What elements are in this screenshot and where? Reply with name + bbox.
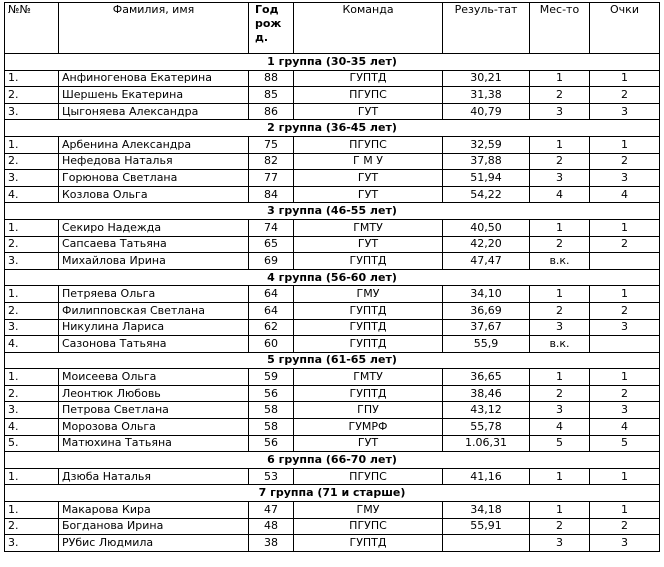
- cell-name: Филипповская Светлана: [59, 302, 249, 319]
- cell-place: 2: [530, 518, 590, 535]
- cell-place: 3: [530, 103, 590, 120]
- cell-result: 38,46: [443, 385, 530, 402]
- cell-team: Г М У: [294, 153, 443, 170]
- cell-num: 2.: [5, 153, 59, 170]
- cell-points: 5: [590, 435, 660, 452]
- cell-num: 1.: [5, 369, 59, 386]
- cell-place: 1: [530, 468, 590, 485]
- table-row: [5, 236, 660, 253]
- cell-team: ГМТУ: [294, 369, 443, 386]
- cell-place: 4: [530, 186, 590, 203]
- table-row: [5, 468, 660, 485]
- cell-year: 69: [249, 253, 294, 270]
- cell-team: ПГУПС: [294, 136, 443, 153]
- cell-points: 3: [590, 170, 660, 187]
- cell-place: 1: [530, 136, 590, 153]
- cell-points: 2: [590, 153, 660, 170]
- table-row: [5, 302, 660, 319]
- cell-year: 74: [249, 219, 294, 236]
- cell-place: 2: [530, 302, 590, 319]
- cell-name: Секиро Надежда: [59, 219, 249, 236]
- cell-team: ГУТ: [294, 435, 443, 452]
- cell-result: 36,69: [443, 302, 530, 319]
- cell-team: ГУМРФ: [294, 419, 443, 436]
- cell-result: 42,20: [443, 236, 530, 253]
- table-row: [5, 153, 660, 170]
- cell-points: 2: [590, 236, 660, 253]
- cell-result: 34,18: [443, 502, 530, 519]
- cell-place: 2: [530, 385, 590, 402]
- cell-points: 3: [590, 103, 660, 120]
- cell-points: 4: [590, 419, 660, 436]
- header-team: Команда: [294, 3, 443, 54]
- cell-points: 1: [590, 136, 660, 153]
- cell-year: 86: [249, 103, 294, 120]
- cell-num: 2.: [5, 236, 59, 253]
- cell-num: 1.: [5, 468, 59, 485]
- cell-num: 1.: [5, 286, 59, 303]
- cell-place: 2: [530, 87, 590, 104]
- cell-result: 41,16: [443, 468, 530, 485]
- cell-num: 3.: [5, 535, 59, 552]
- cell-place: 3: [530, 170, 590, 187]
- table-row: [5, 502, 660, 519]
- cell-num: 2.: [5, 87, 59, 104]
- cell-num: 4.: [5, 336, 59, 353]
- group-header-row: [5, 352, 660, 369]
- cell-year: 56: [249, 385, 294, 402]
- cell-place: 3: [530, 535, 590, 552]
- cell-num: 4.: [5, 419, 59, 436]
- cell-team: ПГУПС: [294, 468, 443, 485]
- cell-name: Петрова Светлана: [59, 402, 249, 419]
- cell-year: 53: [249, 468, 294, 485]
- cell-result: 54,22: [443, 186, 530, 203]
- cell-place: 2: [530, 153, 590, 170]
- cell-points: 2: [590, 385, 660, 402]
- cell-team: ГУПТД: [294, 70, 443, 87]
- cell-name: Сазонова Татьяна: [59, 336, 249, 353]
- cell-num: 3.: [5, 170, 59, 187]
- cell-team: ГУТ: [294, 236, 443, 253]
- cell-result: 34,10: [443, 286, 530, 303]
- cell-place: 1: [530, 70, 590, 87]
- cell-result: [443, 535, 530, 552]
- cell-team: ГУПТД: [294, 336, 443, 353]
- cell-place: 1: [530, 286, 590, 303]
- cell-team: ГУПТД: [294, 385, 443, 402]
- cell-team: ГМТУ: [294, 219, 443, 236]
- cell-year: 77: [249, 170, 294, 187]
- table-row: [5, 253, 660, 270]
- cell-points: 1: [590, 286, 660, 303]
- table-header: [5, 3, 660, 54]
- table-row: [5, 402, 660, 419]
- group-title: 7 группа (71 и старше): [5, 485, 660, 502]
- cell-place: 3: [530, 402, 590, 419]
- cell-points: 2: [590, 302, 660, 319]
- table-row: [5, 336, 660, 353]
- cell-year: 58: [249, 402, 294, 419]
- cell-points: 1: [590, 502, 660, 519]
- header-num: №№: [5, 3, 59, 54]
- table-row: [5, 103, 660, 120]
- table-row: [5, 535, 660, 552]
- cell-result: 55,78: [443, 419, 530, 436]
- cell-points: 1: [590, 70, 660, 87]
- cell-points: 3: [590, 319, 660, 336]
- group-header-row: [5, 269, 660, 286]
- cell-year: 62: [249, 319, 294, 336]
- cell-year: 47: [249, 502, 294, 519]
- group-title: 2 группа (36-45 лет): [5, 120, 660, 137]
- group-header-row: [5, 452, 660, 469]
- cell-result: 55,9: [443, 336, 530, 353]
- cell-points: [590, 253, 660, 270]
- cell-name: Цыгоняева Александра: [59, 103, 249, 120]
- cell-num: 4.: [5, 186, 59, 203]
- cell-points: [590, 336, 660, 353]
- cell-name: Моисеева Ольга: [59, 369, 249, 386]
- group-title: 4 группа (56-60 лет): [5, 269, 660, 286]
- cell-place: 1: [530, 502, 590, 519]
- cell-year: 85: [249, 87, 294, 104]
- cell-year: 82: [249, 153, 294, 170]
- cell-year: 48: [249, 518, 294, 535]
- table-row: [5, 286, 660, 303]
- group-title: 6 группа (66-70 лет): [5, 452, 660, 469]
- cell-team: ПГУПС: [294, 87, 443, 104]
- cell-name: Арбенина Александра: [59, 136, 249, 153]
- cell-name: Леонтюк Любовь: [59, 385, 249, 402]
- cell-points: 1: [590, 219, 660, 236]
- cell-num: 5.: [5, 435, 59, 452]
- cell-team: ГУТ: [294, 186, 443, 203]
- cell-name: Нефедова Наталья: [59, 153, 249, 170]
- cell-year: 38: [249, 535, 294, 552]
- cell-result: 40,79: [443, 103, 530, 120]
- cell-points: 4: [590, 186, 660, 203]
- cell-points: 3: [590, 535, 660, 552]
- cell-num: 3.: [5, 103, 59, 120]
- cell-num: 3.: [5, 253, 59, 270]
- header-name: Фамилия, имя: [59, 3, 249, 54]
- cell-year: 60: [249, 336, 294, 353]
- cell-name: Шершень Екатерина: [59, 87, 249, 104]
- header-result: Резуль-тат: [443, 3, 530, 54]
- cell-place: 1: [530, 219, 590, 236]
- cell-team: ГУПТД: [294, 302, 443, 319]
- cell-name: Никулина Лариса: [59, 319, 249, 336]
- group-title: 3 группа (46-55 лет): [5, 203, 660, 220]
- cell-team: ГУПТД: [294, 319, 443, 336]
- cell-year: 65: [249, 236, 294, 253]
- header-place: Мес-то: [530, 3, 590, 54]
- table-row: [5, 518, 660, 535]
- cell-team: ГУТ: [294, 103, 443, 120]
- cell-year: 59: [249, 369, 294, 386]
- cell-place: 2: [530, 236, 590, 253]
- cell-result: 40,50: [443, 219, 530, 236]
- table-row: [5, 219, 660, 236]
- cell-place: в.к.: [530, 336, 590, 353]
- cell-num: 1.: [5, 136, 59, 153]
- cell-points: 2: [590, 87, 660, 104]
- cell-place: 4: [530, 419, 590, 436]
- cell-name: Козлова Ольга: [59, 186, 249, 203]
- cell-result: 32,59: [443, 136, 530, 153]
- cell-place: 5: [530, 435, 590, 452]
- cell-team: ГУПТД: [294, 253, 443, 270]
- cell-num: 1.: [5, 502, 59, 519]
- cell-name: Дзюба Наталья: [59, 468, 249, 485]
- cell-num: 1.: [5, 219, 59, 236]
- cell-name: Макарова Кира: [59, 502, 249, 519]
- table-row: [5, 170, 660, 187]
- cell-points: 1: [590, 369, 660, 386]
- cell-team: ГМУ: [294, 286, 443, 303]
- cell-name: Анфиногенова Екатерина: [59, 70, 249, 87]
- cell-team: ГМУ: [294, 502, 443, 519]
- cell-year: 64: [249, 302, 294, 319]
- cell-name: Матюхина Татьяна: [59, 435, 249, 452]
- table-body: [5, 54, 660, 552]
- group-header-row: [5, 203, 660, 220]
- cell-team: ГУПТД: [294, 535, 443, 552]
- header-year: Год рож д.: [249, 3, 294, 54]
- cell-year: 64: [249, 286, 294, 303]
- cell-name: Горюнова Светлана: [59, 170, 249, 187]
- header-row: [5, 3, 660, 54]
- cell-place: 1: [530, 369, 590, 386]
- cell-points: 3: [590, 402, 660, 419]
- cell-num: 2.: [5, 302, 59, 319]
- table-row: [5, 435, 660, 452]
- table-row: [5, 385, 660, 402]
- cell-result: 30,21: [443, 70, 530, 87]
- cell-name: Михайлова Ирина: [59, 253, 249, 270]
- table-row: [5, 136, 660, 153]
- group-title: 1 группа (30-35 лет): [5, 54, 660, 71]
- cell-name: Сапсаева Татьяна: [59, 236, 249, 253]
- table-row: [5, 369, 660, 386]
- cell-num: 2.: [5, 518, 59, 535]
- cell-year: 88: [249, 70, 294, 87]
- cell-result: 1.06,31: [443, 435, 530, 452]
- cell-name: РУбис Людмила: [59, 535, 249, 552]
- group-title: 5 группа (61-65 лет): [5, 352, 660, 369]
- cell-team: ПГУПС: [294, 518, 443, 535]
- cell-result: 51,94: [443, 170, 530, 187]
- table-row: [5, 419, 660, 436]
- cell-name: Морозова Ольга: [59, 419, 249, 436]
- cell-result: 31,38: [443, 87, 530, 104]
- cell-points: 1: [590, 468, 660, 485]
- header-points: Очки: [590, 3, 660, 54]
- table-row: [5, 70, 660, 87]
- cell-year: 84: [249, 186, 294, 203]
- cell-num: 3.: [5, 319, 59, 336]
- cell-year: 75: [249, 136, 294, 153]
- cell-team: ГУТ: [294, 170, 443, 187]
- cell-team: ГПУ: [294, 402, 443, 419]
- cell-result: 36,65: [443, 369, 530, 386]
- cell-result: 47,47: [443, 253, 530, 270]
- cell-num: 1.: [5, 70, 59, 87]
- cell-num: 2.: [5, 385, 59, 402]
- cell-num: 3.: [5, 402, 59, 419]
- group-header-row: [5, 120, 660, 137]
- cell-result: 37,67: [443, 319, 530, 336]
- cell-year: 56: [249, 435, 294, 452]
- table-row: [5, 186, 660, 203]
- group-header-row: [5, 54, 660, 71]
- cell-name: Петряева Ольга: [59, 286, 249, 303]
- table-row: [5, 87, 660, 104]
- cell-result: 43,12: [443, 402, 530, 419]
- cell-place: 3: [530, 319, 590, 336]
- cell-points: 2: [590, 518, 660, 535]
- results-table: [4, 2, 660, 552]
- cell-year: 58: [249, 419, 294, 436]
- group-header-row: [5, 485, 660, 502]
- table-row: [5, 319, 660, 336]
- cell-name: Богданова Ирина: [59, 518, 249, 535]
- cell-result: 37,88: [443, 153, 530, 170]
- cell-place: в.к.: [530, 253, 590, 270]
- cell-result: 55,91: [443, 518, 530, 535]
